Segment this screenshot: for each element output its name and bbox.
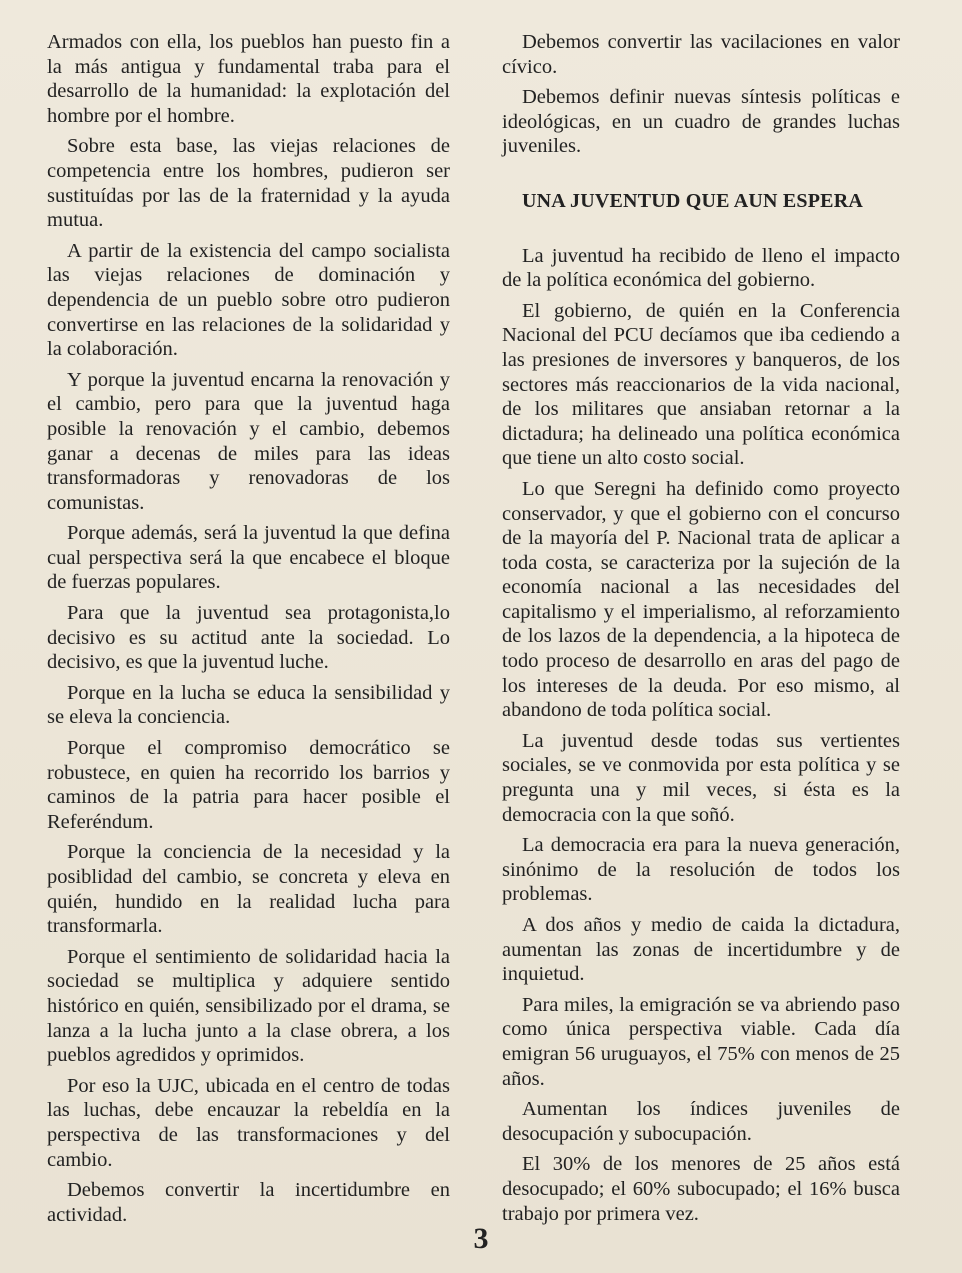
right-column [502, 30, 900, 1232]
paragraph: Debemos convertir las vacilaciones en valor cívico. [502, 31, 900, 78]
paragraph: Por eso la UJC, ubicada en el centro de todas las luchas, debe encauzar la rebeldía en la perspectiva de las transformaciones y del cambio. [47, 1074, 450, 1171]
paragraph: Debemos definir nuevas síntesis políticas e ideológicas, en un cuadro de grandes luchas juveniles. [502, 86, 900, 158]
paragraph: La democracia era para la nueva generación, sinónimo de la resolución de todos los problemas. [502, 834, 900, 906]
paragraph: A dos años y medio de caida la dictadura, aumentan las zonas de incertidumbre y de inquietud. [502, 914, 900, 986]
paragraph: Porque además, será la juventud la que defina cual perspectiva será la que encabece el bloque de fuerzas populares. [47, 522, 450, 594]
paragraph: El gobierno, de quién en la Conferencia Nacional del PCU decíamos que iba cediendo a las presiones de inversores y banqueros, de los sectores más reaccionarios de la vida nacional, de los militares que ansiaban retornar a la dictadura; ha delineado una política económica que tiene un alto costo social. [502, 299, 900, 470]
left-column [47, 30, 450, 1233]
paragraph: La juventud desde todas sus vertientes sociales, se ve conmovida por esta política y se pregunta una y mil veces, si ésta es la democracia con la que soñó. [502, 729, 900, 826]
section-heading: UNA JUVENTUD QUE AUN ESPERA [522, 189, 863, 212]
paragraph: Y porque la juventud encarna la renovación y el cambio, pero para que la juventud haga posible la renovación y el cambio, debemos ganar a decenas de miles para las ideas transformadoras y renovadoras de los comunistas. [47, 368, 450, 514]
paragraph: El 30% de los menores de 25 años está desocupado; el 60% subocupado; el 16% busca trabajo por primera vez. [502, 1153, 900, 1225]
paragraph: Porque la conciencia de la necesidad y la posiblidad del cambio, se concreta y eleva en quién, hundido en la realidad lucha para transformarla. [47, 841, 450, 938]
paragraph: La juventud ha recibido de lleno el impacto de la política económica del gobierno. [502, 244, 900, 292]
paragraph: Lo que Seregni ha definido como proyecto conservador, y que el gobierno con el concurso de la mayoría del P. Nacional trata de aplicar a toda costa, se caracteriza por la sujeción de la economía nacional a las necesidades del capitalismo y el imperialismo, al reforzamiento de los lazos de la dependencia, a la hipoteca de todo proceso de desarrollo en aras del pago de los intereses de la deuda. Por eso mismo, al abandono de toda política social. [502, 477, 900, 722]
paragraph: Porque en la lucha se educa la sensibilidad y se eleva la conciencia. [47, 681, 450, 729]
paragraph: Sobre esta base, las viejas relaciones de competencia entre los hombres, pudieron ser sustituídas por las de la fraternidad y la ayuda mutua. [47, 135, 450, 232]
paragraph: A partir de la existencia del campo socialista las viejas relaciones de dominación y dependencia de un pueblo sobre otro pudieron convertirse en las relaciones de la solidaridad y la colaboración. [47, 239, 450, 361]
page-number: 3 [473, 1222, 489, 1255]
paragraph: Debemos convertir la incertidumbre en actividad. [47, 1179, 450, 1226]
paragraph: Aumentan los índices juveniles de desocupación y subocupación. [502, 1098, 900, 1145]
paragraph: Porque el sentimiento de solidaridad hacia la sociedad se multiplica y adquiere sentido histórico en quién, sensibilizado por el drama, se lanza a la lucha junto a la clase obrera, a los pueblos agredidos y oprimidos. [47, 945, 450, 1067]
paragraph: Porque el compromiso democrático se robustece, en quien ha recorrido los barrios y caminos de la patria para hacer posible el Referéndum. [47, 737, 450, 833]
paragraph: Para que la juventud sea protagonista,lo decisivo es su actitud ante la sociedad. Lo decisivo, es que la juventud luche. [47, 602, 450, 674]
paragraph: Para miles, la emigración se va abriendo paso como única perspectiva viable. Cada día emigran 56 uruguayos, el 75% con menos de 25 años. [502, 993, 900, 1090]
paragraph: Armados con ella, los pueblos han puesto fin a la más antigua y fundamental traba para el desarrollo de la humanidad: la explotación del hombre por el hombre. [47, 31, 450, 127]
